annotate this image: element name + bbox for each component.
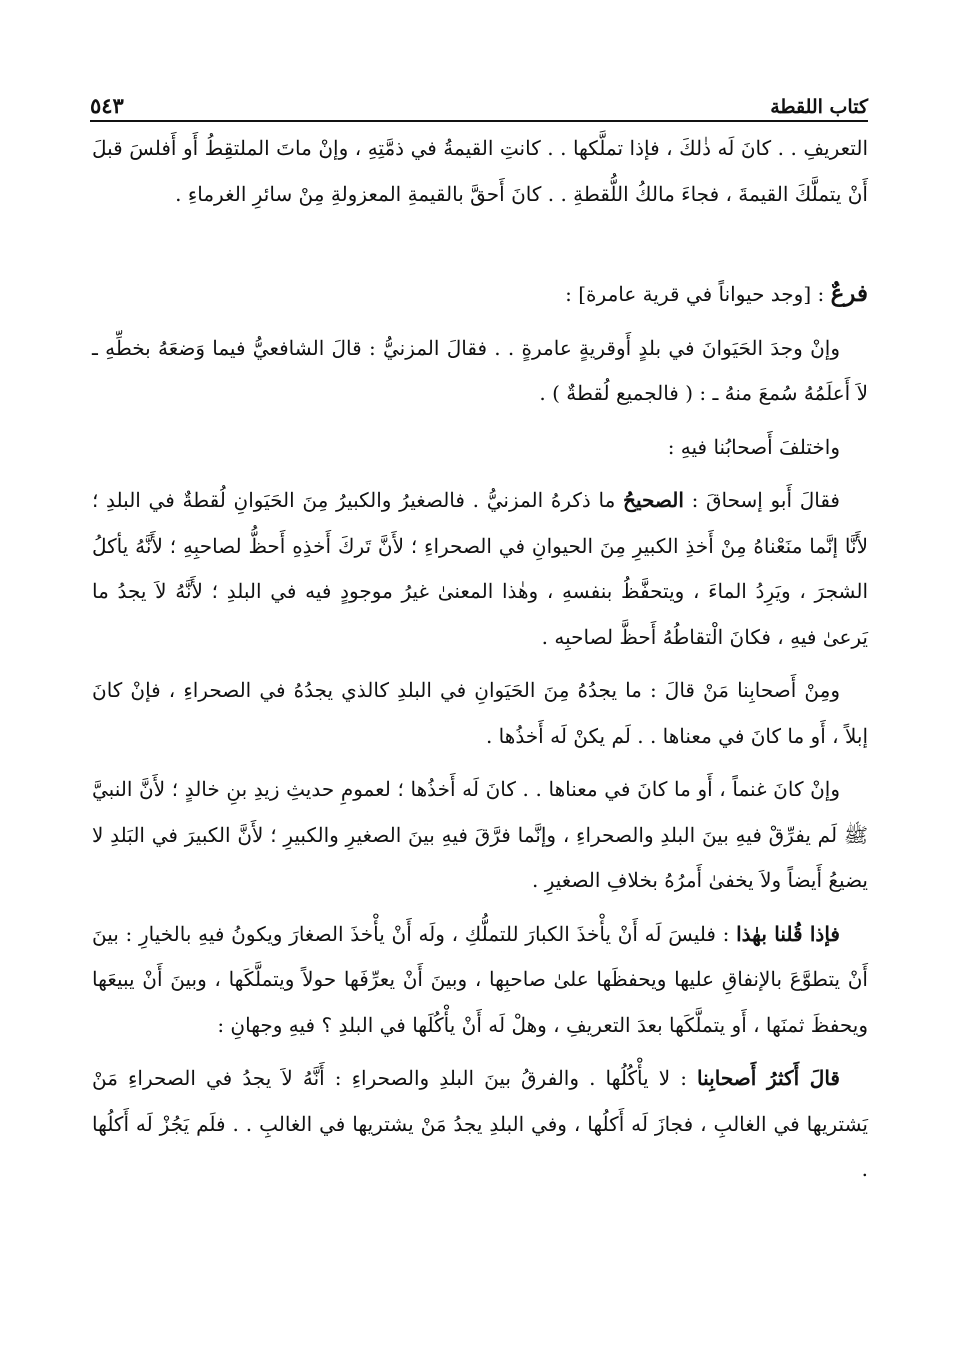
paragraph-3-body: ما ذكرهُ المزنيُّ . فالصغيرُ والكبيرُ مِنَ الحَيَوانِ لُقطةٌ في البلدِ ؛ لأَنَّا إنَّما منَعْناهُ مِنْ أَخذِ الكبيرِ مِنَ الحيوانِ في الصحراءِ ؛ لأَنَّ تَركَ أَخذِهِ أَحظُّ لصاحبِهِ ؛ لأَنَّهُ يأكلُ الشجرَ ، ويَرِدُ الماءَ ، ويتحفَّظُ بنفسهِ ، وهٰذا المعنىٰ غيرُ موجودٍ فيه في البلدِ ؛ لأَنَّهُ لاَ يجدُ ما يَرعىٰ فيهِ ، فكانَ الْتقاطُهُ أَحظَّ لصاحبِه .: [92, 488, 868, 649]
paragraph-3-intro: فقالَ أَبو إسحاقَ :: [683, 488, 840, 512]
paragraph-1: وإنْ وجدَ الحَيَوانَ في بلدٍ أَوقريةٍ عامرةٍ . . فقالَ المزنيُّ : قالَ الشافعيُّ فيما وَضعَهُ بخطِّهِ ـ لاَ أَعلَمُهُ سُمعَ منهُ ـ : ( فالجميع لُقطةٌ ) .: [92, 335, 868, 405]
running-title: كتاب اللقطة: [770, 96, 868, 118]
paragraph-6-emphasis: فإذا قُلنا بهٰذا: [736, 921, 840, 946]
paragraph-7-body: : لا يأْكُلُها . والفرقُ بينَ البلدِ والصحراءِ : أَنَّهُ لاَ يجدُ في الصحراءِ مَنْ يَشتريها في الغالبِ ، فجازَ لَه أَكلُها ، وفي البلدِ يجدُ مَنْ يشتريها في الغالبِ . . فلَم يَجُزْ لَه أَكلُها .: [92, 1066, 868, 1181]
paragraph-7-emphasis: قالَ أَكثرُ أَصحابِنا: [697, 1066, 840, 1090]
header-rule: [90, 120, 868, 122]
heading-text: : [وجد حيواناً في قرية عامرة] :: [565, 282, 831, 306]
paragraph-5: وإنْ كانَ غنماً ، أَو ما كانَ في معناها . . كانَ لَه أَخذُها ؛ لعمومِ حديثِ زيدِ بنِ خالدٍ ؛ لأَنَّ النبيَّ ﷺ لَم يفرِّقْ فيهِ بينَ البلدِ والصحراءِ ، وإنَّما فرَّقَ فيهِ بينَ الصغيرِ والكبيرِ ؛ لأَنَّ الكبيرَ في البَلدِ لا يضيعُ أَيضاً ولاَ يخفىٰ أَمرُهُ بخلافِ الصغيرِ .: [92, 777, 868, 892]
paragraph-continued: التعريفِ . . كانَ لَه ذٰلكَ ، فإذا تملَّكها . . كانتِ القيمةُ في ذمَّتِهِ ، وإنْ ماتَ الملتقِطُ أَو أَفلسَ قبلَ أَنْ يتملَّكَ القيمةَ ، فجاءَ مالكُ اللُّقطةِ . . كانَ أَحقَّ بالقيمةِ المعزولةِ مِنْ سائرِ الغرماءِ .: [92, 136, 868, 206]
heading-label: فرعٌ: [830, 280, 868, 307]
page-number: ٥٤٣: [90, 93, 124, 118]
page-header: [90, 78, 868, 118]
paragraph-3-emphasis: الصحيحُ: [623, 488, 684, 512]
paragraph-4: ومِنْ أَصحابِنا مَنْ قالَ : ما يجدُهُ مِنَ الحَيَوانِ في البلدِ كالذي يجدُهُ في الصحراءِ ، فإنْ كانَ إبلاً ، أَو ما كانَ في معناها . . لَم يكنْ لَه أَخذُها .: [92, 678, 868, 748]
paragraph-6-body: : فليسَ لَه أَنْ يأْخذَ الكبارَ للتملُّكِ ، ولَه أَنْ يأْخذَ الصغارَ ويكونُ فيهِ بالخيارِ : بينَ أَنْ يتطوَّعَ بالإنفاقِ عليها ويحفظَها علىٰ صاحبِها ، وبينَ أَنْ يعرِّفَها حولاً ويتملَّكَها ، وبينَ أَنْ يبيعَها ويحفظَ ثمنَها ، أَو يتملَّكَها بعدَ التعريفِ ، وهلْ لَه أَنْ يأْكُلَها في البلدِ ؟ فيهِ وجهانِ :: [92, 921, 868, 1037]
page-body: [92, 126, 868, 1328]
paragraph-6: [92, 912, 868, 1049]
paragraph-2: واختلفَ أَصحابُنا فيهِ :: [667, 434, 840, 459]
paragraph-3: [92, 478, 868, 660]
section-heading: [92, 271, 868, 318]
paragraph-7: [92, 1056, 868, 1193]
